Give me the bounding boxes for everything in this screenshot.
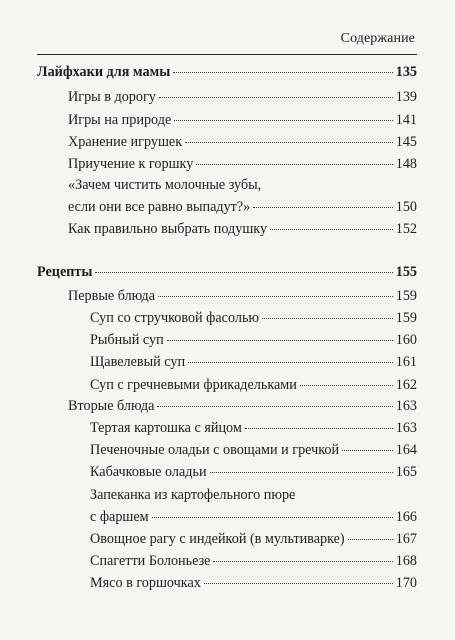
toc-page-number: 163 xyxy=(395,398,417,414)
dot-leader xyxy=(253,207,392,208)
toc-entry[interactable] xyxy=(90,463,417,481)
dot-leader xyxy=(245,428,393,429)
toc-page-number: 135 xyxy=(395,64,417,80)
toc-page-number: 141 xyxy=(395,112,417,128)
toc-entry-label: Суп со стручковой фасолью xyxy=(90,310,260,326)
dot-leader xyxy=(95,272,392,273)
toc-entry-label: Щавелевый суп xyxy=(90,354,186,370)
toc-section-recipes[interactable] xyxy=(37,263,417,281)
toc-entry-label-line1: «Зачем чистить молочные зубы, xyxy=(68,177,262,193)
toc-page-number: 148 xyxy=(395,156,417,172)
toc-entry-label: если они все равно выпадут?» xyxy=(68,199,251,215)
toc-entry[interactable] xyxy=(68,220,417,238)
toc-page-number: 145 xyxy=(395,134,417,150)
toc-entry-label: Мясо в горшочках xyxy=(90,575,201,591)
toc-section-title: Лайфхаки для мамы xyxy=(37,64,171,80)
dot-leader xyxy=(300,385,393,386)
toc-entry[interactable] xyxy=(68,198,417,216)
toc-group-title: Первые блюда xyxy=(68,288,156,304)
toc-entry[interactable] xyxy=(90,309,417,327)
toc-page-number: 161 xyxy=(395,354,417,370)
toc-entry-label-line1: Запеканка из картофельного пюре xyxy=(90,487,296,503)
toc-page-number: 165 xyxy=(395,464,417,480)
toc-page-number: 166 xyxy=(395,509,417,525)
toc-page-number: 164 xyxy=(395,442,417,458)
dot-leader xyxy=(348,539,393,540)
toc-entry-label: Суп с гречневыми фрикадельками xyxy=(90,377,297,393)
toc-entry[interactable] xyxy=(90,508,417,526)
toc-entry[interactable] xyxy=(90,419,417,437)
toc-entry-label: Спагетти Болоньезе xyxy=(90,553,211,569)
dot-leader xyxy=(196,164,392,165)
dot-leader xyxy=(185,142,393,143)
toc-entry[interactable] xyxy=(68,88,417,106)
toc-section-lifehacks[interactable] xyxy=(37,63,417,81)
toc-page-number: 159 xyxy=(395,288,417,304)
toc-entry-label: Хранение игрушек xyxy=(68,134,183,150)
dot-leader xyxy=(157,406,392,407)
toc-entry[interactable] xyxy=(90,441,417,459)
toc-entry[interactable] xyxy=(90,530,417,548)
dot-leader xyxy=(167,340,393,341)
toc-page-number: 160 xyxy=(395,332,417,348)
toc-page-number: 155 xyxy=(395,264,417,280)
dot-leader xyxy=(158,296,393,297)
dot-leader xyxy=(262,318,393,319)
toc-entry[interactable] xyxy=(68,111,417,129)
toc-entry-label: Овощное рагу с индейкой (в мультиварке) xyxy=(90,531,345,547)
dot-leader xyxy=(173,72,392,73)
toc-page-number: 150 xyxy=(395,199,417,215)
toc-page-number: 152 xyxy=(395,221,417,237)
dot-leader xyxy=(204,583,393,584)
toc-group-second-courses[interactable] xyxy=(68,397,417,415)
toc-group-title: Вторые блюда xyxy=(68,398,155,414)
dot-leader xyxy=(342,450,393,451)
toc-entry-label: Печеночные оладьи с овощами и гречкой xyxy=(90,442,340,458)
toc-entry[interactable] xyxy=(68,155,417,173)
toc-page-number: 139 xyxy=(395,89,417,105)
toc-entry-label: Как правильно выбрать подушку xyxy=(68,221,268,237)
toc-entry[interactable] xyxy=(90,574,417,592)
dot-leader xyxy=(152,517,393,518)
dot-leader xyxy=(174,120,392,121)
dot-leader xyxy=(270,229,393,230)
toc-page-number: 162 xyxy=(395,377,417,393)
toc-page-number: 167 xyxy=(395,531,417,547)
toc-entry[interactable] xyxy=(90,376,417,394)
toc-page-number: 163 xyxy=(395,420,417,436)
toc-section-title: Рецепты xyxy=(37,264,93,280)
toc-entry[interactable] xyxy=(90,331,417,349)
running-head: Содержание xyxy=(340,31,415,46)
dot-leader xyxy=(159,97,393,98)
toc-entry-label: Игры в дорогу xyxy=(68,89,156,105)
toc-entry-label: Игры на природе xyxy=(68,112,172,128)
toc-entry-label: Рыбный суп xyxy=(90,332,164,348)
dot-leader xyxy=(213,561,392,562)
toc-entry[interactable] xyxy=(90,353,417,371)
toc-entry[interactable] xyxy=(90,552,417,570)
toc-page-number: 170 xyxy=(395,575,417,591)
toc-entry-label: Приучение к горшку xyxy=(68,156,194,172)
toc-entry-label: с фаршем xyxy=(90,509,149,525)
toc-entry-label: Кабачковые оладьи xyxy=(90,464,207,480)
toc-entry-label: Тертая картошка с яйцом xyxy=(90,420,242,436)
dot-leader xyxy=(188,362,393,363)
header-rule xyxy=(37,54,417,55)
toc-entry[interactable] xyxy=(68,133,417,151)
toc-group-first-courses[interactable] xyxy=(68,287,417,305)
toc-page-number: 168 xyxy=(395,553,417,569)
toc-page-number: 159 xyxy=(395,310,417,326)
dot-leader xyxy=(210,472,393,473)
